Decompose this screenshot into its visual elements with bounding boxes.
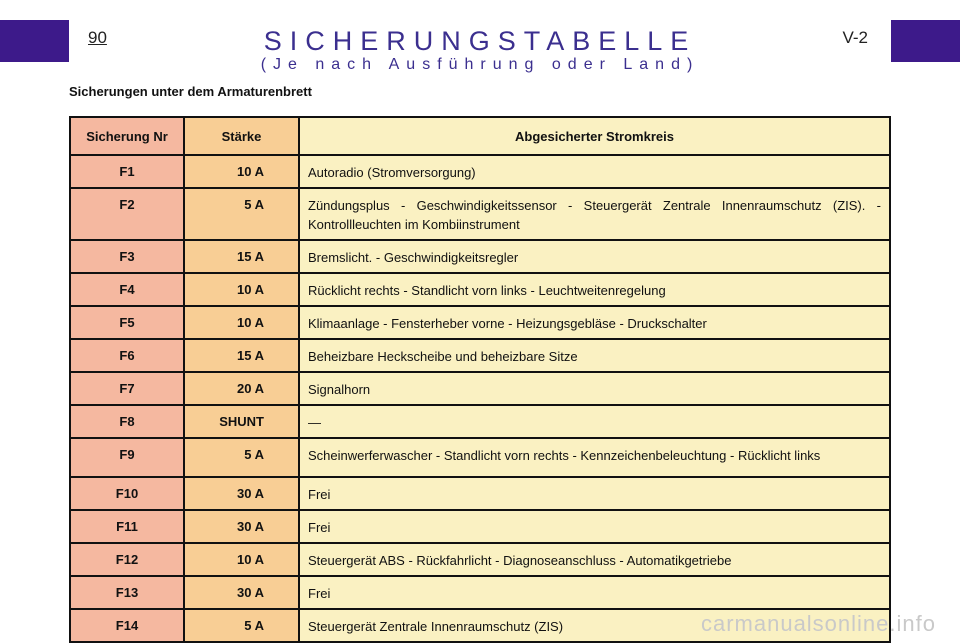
fuse-number-cell: F4 bbox=[70, 273, 184, 306]
fuse-number-cell: F7 bbox=[70, 372, 184, 405]
fuse-rating-cell: 5 A bbox=[184, 609, 299, 642]
fuse-rating-cell: 10 A bbox=[184, 155, 299, 188]
fuse-rating-cell: 15 A bbox=[184, 240, 299, 273]
fuse-circuit-cell: Frei bbox=[299, 477, 890, 510]
fuse-number-cell: F3 bbox=[70, 240, 184, 273]
table-row bbox=[70, 188, 890, 240]
table-row bbox=[70, 477, 890, 510]
fuse-number-cell: F12 bbox=[70, 543, 184, 576]
fuse-rating-cell: 10 A bbox=[184, 306, 299, 339]
table-row bbox=[70, 510, 890, 543]
fuse-circuit-cell: Frei bbox=[299, 576, 890, 609]
fuse-circuit-cell: Bremslicht. - Geschwindigkeitsregler bbox=[299, 240, 890, 273]
fuse-circuit-cell: Beheizbare Heckscheibe und beheizbare Sitze bbox=[299, 339, 890, 372]
fuse-table bbox=[69, 116, 891, 643]
fuse-circuit-cell: Steuergerät Zentrale Innenraumschutz (ZIS) bbox=[299, 609, 890, 642]
fuse-number-cell: F9 bbox=[70, 438, 184, 477]
fuse-rating-cell: 5 A bbox=[184, 438, 299, 477]
fuse-rating-cell: 30 A bbox=[184, 576, 299, 609]
fuse-number-cell: F8 bbox=[70, 405, 184, 438]
fuse-circuit-cell: — bbox=[299, 405, 890, 438]
table-row bbox=[70, 273, 890, 306]
fuse-number-cell: F11 bbox=[70, 510, 184, 543]
fuse-number-cell: F13 bbox=[70, 576, 184, 609]
fuse-rating-cell: 5 A bbox=[184, 188, 299, 240]
table-row bbox=[70, 339, 890, 372]
fuse-rating-cell: 10 A bbox=[184, 273, 299, 306]
fuse-number-cell: F10 bbox=[70, 477, 184, 510]
table-row bbox=[70, 240, 890, 273]
fuse-number-cell: F14 bbox=[70, 609, 184, 642]
fuse-rating-cell: 30 A bbox=[184, 477, 299, 510]
fuse-circuit-cell: Rücklicht rechts - Standlicht vorn links - Leuchtweitenregelung bbox=[299, 273, 890, 306]
page-title: SICHERUNGSTABELLE bbox=[263, 26, 697, 56]
fuse-circuit-cell: Frei bbox=[299, 510, 890, 543]
table-row bbox=[70, 306, 890, 339]
fuse-rating-cell: 15 A bbox=[184, 339, 299, 372]
table-row bbox=[70, 543, 890, 576]
fuse-circuit-cell: Klimaanlage - Fensterheber vorne - Heizungsgebläse - Druckschalter bbox=[299, 306, 890, 339]
column-header-circuit: Abgesicherter Stromkreis bbox=[299, 117, 890, 155]
section-heading: Sicherungen unter dem Armaturenbrett bbox=[69, 84, 312, 99]
fuse-rating-cell: 10 A bbox=[184, 543, 299, 576]
fuse-number-cell: F2 bbox=[70, 188, 184, 240]
watermark: carmanualsonline.info bbox=[700, 611, 936, 636]
column-header-fuse-number: Sicherung Nr bbox=[70, 117, 184, 155]
fuse-rating-cell: SHUNT bbox=[184, 405, 299, 438]
fuse-circuit-cell: Signalhorn bbox=[299, 372, 890, 405]
fuse-circuit-cell: Zündungsplus - Geschwindigkeitssensor - Steuergerät Zentrale Innenraumschutz (ZIS). - Kontrollleuchten im Kombiinstrument bbox=[299, 188, 890, 240]
section-code: V-2 bbox=[842, 28, 868, 47]
table-row bbox=[70, 576, 890, 609]
fuse-rating-cell: 30 A bbox=[184, 510, 299, 543]
fuse-circuit-cell: Autoradio (Stromversorgung) bbox=[299, 155, 890, 188]
table-header-row bbox=[70, 117, 890, 155]
fuse-number-cell: F6 bbox=[70, 339, 184, 372]
fuse-number-cell: F1 bbox=[70, 155, 184, 188]
fuse-rating-cell: 20 A bbox=[184, 372, 299, 405]
page-subtitle: (Je nach Ausführung oder Land) bbox=[260, 56, 700, 73]
table-row bbox=[70, 155, 890, 188]
fuse-circuit-cell: Scheinwerferwascher - Standlicht vorn rechts - Kennzeichenbeleuchtung - Rücklicht links bbox=[299, 438, 890, 477]
table-row bbox=[70, 372, 890, 405]
page-number[interactable]: 90 bbox=[88, 28, 107, 47]
fuse-circuit-cell: Steuergerät ABS - Rückfahrlicht - Diagnoseanschluss - Automatikgetriebe bbox=[299, 543, 890, 576]
fuse-number-cell: F5 bbox=[70, 306, 184, 339]
column-header-rating: Stärke bbox=[184, 117, 299, 155]
table-row bbox=[70, 405, 890, 438]
table-row bbox=[70, 438, 890, 477]
